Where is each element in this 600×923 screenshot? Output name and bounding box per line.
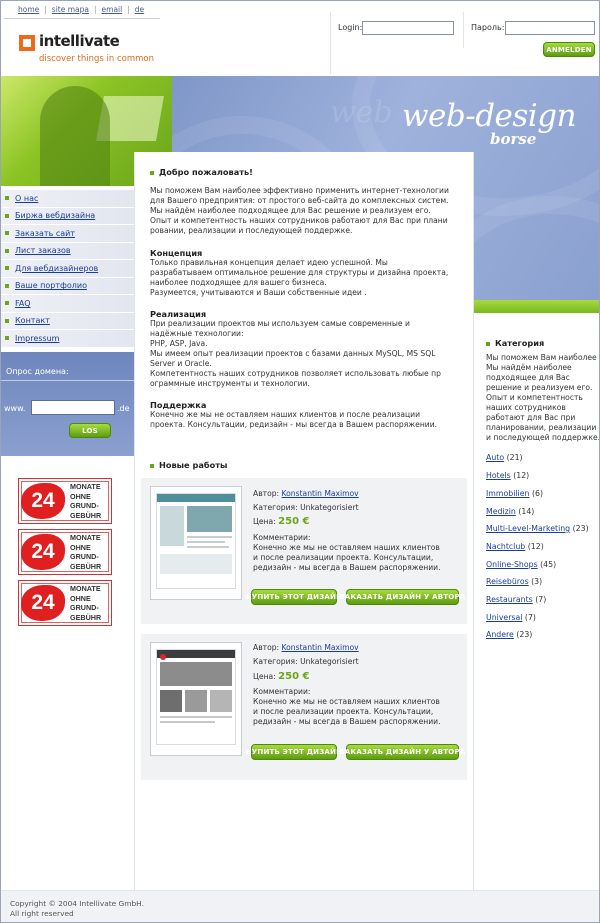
nav-item-portfolio[interactable] (0, 278, 134, 296)
thumbnail-line (187, 541, 225, 543)
category-count: (23) (572, 524, 589, 533)
thumbnail-line (187, 536, 232, 538)
category-item (486, 507, 534, 516)
work-card (141, 634, 467, 780)
top-link-language[interactable]: de (134, 5, 145, 14)
nav-item-orders[interactable] (0, 243, 134, 261)
category-item (486, 542, 544, 551)
work-thumbnail[interactable] (150, 642, 242, 756)
domain-check-box (0, 352, 134, 456)
comment-label: Комментарии: (253, 687, 311, 696)
welcome-title: Добро пожаловать! (159, 167, 253, 177)
category-item (486, 613, 536, 622)
login-button[interactable]: ANMELDEN (543, 42, 595, 57)
buy-design-button[interactable]: КУПИТЬ ЭТОТ ДИЗАЙН (251, 589, 337, 605)
work-thumbnail[interactable] (150, 486, 242, 600)
domain-check-title: Опрос домена: (6, 367, 69, 376)
text-line: планировании, реализации (486, 423, 597, 432)
nav-item-label: Impressum (15, 333, 60, 343)
separator: | (44, 5, 47, 14)
banner-title: web-design (402, 98, 577, 134)
work-card (141, 478, 467, 624)
thumbnail-image (160, 662, 232, 686)
badge-line: GRUND- (70, 501, 99, 511)
category-link[interactable]: Auto (486, 453, 505, 462)
banner-person-shape (40, 86, 110, 186)
bullet-icon (150, 171, 154, 175)
text-line: решение и реализуем его. (486, 383, 593, 392)
thumbnail-header (157, 650, 235, 658)
bullet-icon (5, 336, 9, 340)
banner-ghost-text: web (330, 95, 393, 130)
thumbnail-image (185, 690, 207, 712)
work-author (253, 643, 359, 652)
new-works-heading (150, 460, 227, 470)
top-link-sitemap[interactable]: site mapa (51, 5, 89, 14)
category-link[interactable]: Andere (486, 630, 514, 639)
category-count: (7) (524, 613, 536, 622)
badge-number: 24 (21, 483, 65, 519)
separator: | (94, 5, 97, 14)
bullet-icon (5, 301, 9, 305)
badge-text (70, 482, 101, 520)
nav-item-label: Лист заказов (15, 246, 71, 256)
domain-check-button[interactable]: LOS (69, 423, 111, 438)
bullet-icon (150, 464, 154, 468)
text-line: Компетентность наших сотрудников позволяет использовать любые пр (150, 369, 441, 378)
badge-line: MONATE (70, 482, 101, 491)
text-line: ровании, реализации и последующей поддержке. (150, 226, 353, 235)
category-item (486, 453, 523, 462)
text-line: PHP, ASP, Java. (150, 339, 208, 348)
thumbnail-line (187, 546, 229, 548)
footer-rights: All right reserved (10, 909, 74, 918)
category-count: (6) (531, 489, 543, 498)
text-line: для Вашего предприятия: от простого веб-сайта до комплексных систем. (150, 196, 449, 205)
bullet-icon (5, 196, 9, 200)
thumbnail-frame (156, 493, 236, 589)
price-value: 250 € (278, 671, 310, 682)
text-line: и последующей поддержке. (486, 433, 600, 442)
nav-item-label: Ваше портфолио (15, 281, 87, 291)
category-item (486, 471, 529, 480)
nav-item-faq[interactable] (0, 295, 134, 313)
comment-line: Конечно же мы не оставляем наших клиентов (253, 543, 440, 552)
nav-item-label: Биржа вебдизайна (15, 211, 96, 221)
support-heading: Поддержка (150, 400, 207, 410)
bullet-icon (5, 249, 9, 253)
badge-number: 24 (21, 534, 65, 570)
category-item (486, 595, 546, 604)
badge-line: GEBÜHR (70, 561, 102, 571)
category-heading (486, 338, 544, 348)
category-count: (12) (513, 471, 530, 480)
work-author (253, 489, 359, 498)
thumbnail-sidebar (160, 506, 184, 546)
bullet-icon (5, 231, 9, 235)
order-design-button[interactable]: ЗАКАЗАТЬ ДИЗАЙН У АВТОРА (346, 589, 459, 605)
text-line: Мы поможем Вам наиболее (486, 353, 597, 362)
author-label: Автор: (253, 643, 280, 652)
badge-line: GEBÜHR (70, 612, 102, 622)
category-item (486, 524, 589, 533)
category-count: (12) (527, 542, 544, 551)
new-works-title: Новые работы (159, 460, 228, 470)
category-count: (23) (516, 630, 533, 639)
nav-item-label: О нас (15, 193, 39, 203)
text-line: Опыт и компетентность наших сотрудников работают для Вас при плани (150, 216, 448, 225)
login-form (330, 12, 600, 74)
badge-line: OHNE (70, 542, 91, 552)
text-line: Мы поможем Вам наиболее эффективно применить интернет-технологии (150, 186, 449, 195)
nav-item-about[interactable] (0, 190, 134, 208)
comment-line: и после реализации проекта. Консультации, (253, 553, 434, 562)
category-item (486, 630, 532, 639)
text-line: Только правильная концепция делает идею успешной. Мы (150, 258, 388, 267)
bullet-icon (5, 214, 9, 218)
nav-item-designers[interactable] (0, 260, 134, 278)
category-item (486, 489, 543, 498)
sidebar-nav (0, 190, 134, 348)
badge-line: GEBÜHR (70, 510, 102, 520)
separator: | (127, 5, 130, 14)
category-count: (45) (540, 560, 557, 569)
thumbnail-frame (156, 649, 236, 745)
badge-text (70, 584, 101, 622)
category-link[interactable]: Medizin (486, 507, 516, 516)
thumbnail-header (157, 494, 235, 502)
top-link-home[interactable]: home (18, 5, 40, 14)
category-link[interactable]: Restaurants (486, 595, 533, 604)
nav-item-impressum[interactable] (0, 330, 134, 348)
comment-line: редизайн - мы всегда в Вашем распоряжении. (253, 563, 441, 572)
divider (473, 152, 474, 890)
category-link[interactable]: Multi-Level-Marketing (486, 524, 571, 533)
password-input[interactable] (505, 21, 595, 35)
nav-item-label: FAQ (15, 298, 31, 308)
category-link[interactable]: Online-Shops (486, 560, 538, 569)
category-link[interactable]: Nachtclub (486, 542, 526, 551)
text-line: работают для Вас при (486, 413, 576, 422)
nav-item-label: Заказать сайт (15, 228, 75, 238)
footer-copyright: Copyright © 2004 Intellivate GmbH. (10, 899, 144, 908)
category-link[interactable]: Universal (486, 613, 523, 622)
author-link[interactable]: Konstantin Maximov (281, 489, 359, 498)
nav-item-label: Контакт (15, 316, 50, 326)
top-links (18, 5, 144, 14)
banner-subtitle: borse (490, 130, 537, 148)
badge-number: 24 (21, 585, 65, 621)
bullet-icon (5, 266, 9, 270)
text-line: Конечно же мы не оставляем наших клиентов и после реализации (150, 410, 421, 419)
comment-line: редизайн - мы всегда в Вашем распоряжении. (253, 717, 441, 726)
text-line: наших сотрудников (486, 403, 566, 412)
domain-prefix: www. (4, 404, 26, 413)
text-line: Server и Oracle. (150, 359, 212, 368)
login-input[interactable] (362, 21, 454, 35)
concept-heading: Концепция (150, 248, 203, 258)
category-item (486, 577, 542, 586)
thumbnail-line (160, 721, 215, 723)
author-label: Автор: (253, 489, 280, 498)
thumbnail-logo (160, 654, 166, 660)
comment-line: и после реализации проекта. Консультации, (253, 707, 434, 716)
category-count: (3) (531, 577, 543, 586)
nav-item-contact[interactable] (0, 313, 134, 331)
logo-name: intellivate (39, 32, 120, 50)
text-line: Разумеется, учитываются и Ваши собственные идеи . (150, 288, 367, 297)
work-price (253, 671, 310, 682)
divider (463, 12, 464, 48)
logo-mark-icon (19, 35, 35, 51)
realization-text (150, 319, 441, 389)
badge-line: OHNE (70, 491, 91, 501)
text-line: Опыт и компетентность (486, 393, 583, 402)
support-text (150, 410, 437, 430)
welcome-heading (150, 167, 253, 177)
promo-badge[interactable] (18, 478, 112, 524)
order-design-button[interactable]: ЗАКАЗАТЬ ДИЗАЙН У АВТОРА (346, 744, 459, 760)
text-line: При реализации проектов мы используем самые современные и (150, 319, 410, 328)
promo-badge[interactable] (18, 529, 112, 575)
top-link-email[interactable]: email (101, 5, 123, 14)
category-link[interactable]: Hotels (486, 471, 511, 480)
bullet-icon (5, 319, 9, 323)
category-count: (21) (506, 453, 523, 462)
text-line: наиболее подходящее для вашего бизнеса. (150, 278, 327, 287)
domain-suffix: .de (117, 404, 130, 413)
text-line: разрабатываем оптимальное решение для структуры и дизайна проекта, (150, 268, 449, 277)
comment-line: Конечно же мы не оставляем наших клиентов (253, 697, 440, 706)
author-link[interactable]: Konstantin Maximov (281, 643, 359, 652)
domain-input[interactable] (31, 400, 115, 415)
thumbnail-line (160, 716, 232, 718)
realization-heading: Реализация (150, 309, 207, 319)
divider (4, 18, 160, 19)
concept-text (150, 258, 448, 298)
badge-line: MONATE (70, 533, 101, 542)
category-description (486, 353, 600, 443)
password-label: Пароль: (471, 23, 505, 32)
comment-label: Комментарии: (253, 533, 311, 542)
category-link[interactable]: Reisebüros (486, 577, 529, 586)
bullet-icon (5, 284, 9, 288)
divider (0, 380, 134, 381)
green-strip (474, 300, 600, 313)
footer (0, 890, 600, 923)
badge-line: GRUND- (70, 603, 99, 613)
text-line: Мы найдём наиболее (486, 363, 572, 372)
thumbnail-footer (160, 554, 232, 574)
work-comment (253, 533, 441, 573)
badge-line: GRUND- (70, 552, 99, 562)
category-count: (14) (518, 507, 535, 516)
price-label: Цена: (253, 517, 276, 526)
thumbnail-image (210, 690, 232, 712)
text-line: ограммные инструменты и технологии. (150, 379, 310, 388)
price-value: 250 € (278, 516, 310, 527)
badge-line: OHNE (70, 593, 91, 603)
text-line: Мы найдём наиболее подходящее для Вас решение и реализуем его. (150, 206, 431, 215)
login-label: Login: (338, 23, 363, 32)
text-line: проекта. Консультации, редизайн - мы всегда в Вашем распоряжении. (150, 420, 438, 429)
category-title: Категория (495, 338, 545, 348)
text-line: Мы имеем опыт реализации проектов с базами данных MySQL, MS SQL (150, 349, 436, 358)
welcome-text (150, 186, 449, 236)
work-price (253, 516, 310, 527)
thumbnail-image (160, 690, 182, 712)
text-line: подходящее для Вас (486, 373, 570, 382)
promo-badge[interactable] (18, 580, 112, 626)
category-item (486, 560, 556, 569)
bullet-icon (486, 342, 490, 346)
text-line: надёжные технологии: (150, 329, 244, 338)
work-comment (253, 687, 441, 727)
buy-design-button[interactable]: КУПИТЬ ЭТОТ ДИЗАЙН (251, 744, 337, 760)
badge-line: MONATE (70, 584, 101, 593)
nav-item-exchange[interactable] (0, 208, 134, 226)
badge-text (70, 533, 101, 571)
category-count: (7) (535, 595, 547, 604)
nav-item-label: Для вебдизайнеров (15, 263, 99, 273)
work-category: Категория: Unkategorisiert (253, 503, 359, 512)
work-category: Категория: Unkategorisiert (253, 657, 359, 666)
thumbnail-image (187, 506, 232, 532)
divider (134, 152, 135, 890)
logo-tagline: discover things in common (39, 54, 154, 64)
nav-item-order-site[interactable] (0, 225, 134, 243)
price-label: Цена: (253, 672, 276, 681)
category-link[interactable]: Immobilien (486, 489, 530, 498)
